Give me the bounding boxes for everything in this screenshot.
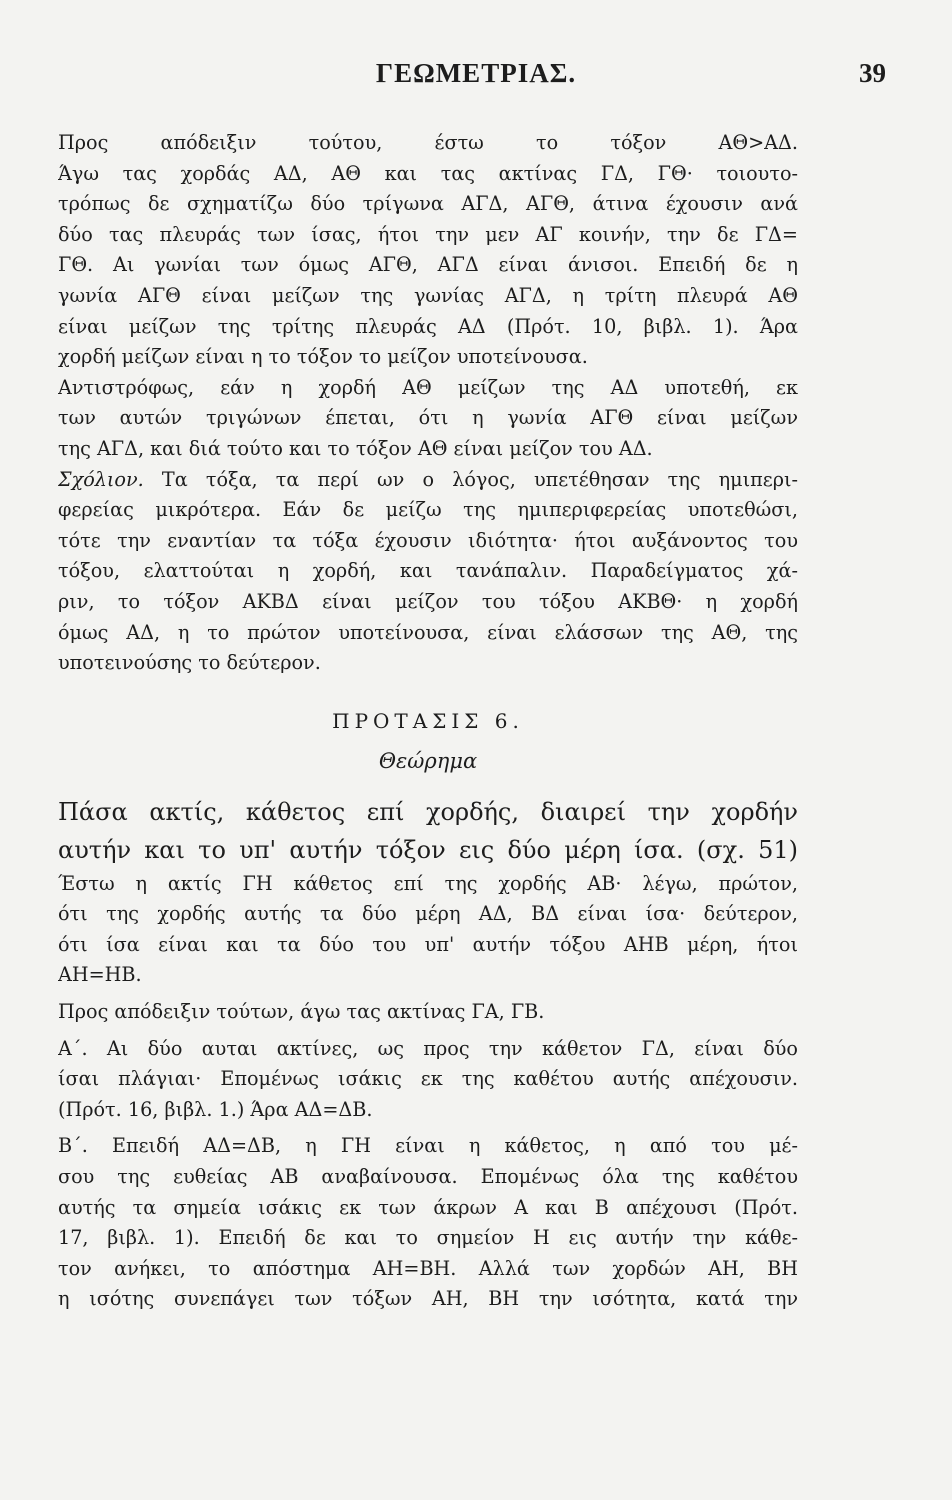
running-title: ΓΕΩΜΕΤΡΙΑΣ. xyxy=(375,58,577,88)
text-line: όμως ΑΔ, η το πρώτον υποτείνουσα, είναι ελάσσων της ΑΘ, της xyxy=(58,620,798,644)
body-text xyxy=(58,128,798,1315)
paragraph-converse xyxy=(58,373,798,465)
text-line: ότι ίσα είναι και τα δύο του υπ' αυτήν τόξου ΑΗΒ μέρη, ήτοι xyxy=(58,932,798,956)
paragraph-scholion xyxy=(58,465,798,679)
text-line xyxy=(58,465,798,496)
text-line: της ΑΓΔ, και διά τούτο και το τόξον ΑΘ είναι μείζον του ΑΔ. xyxy=(58,436,653,460)
text-line: φερείας μικρότερα. Εάν δε μείζω της ημιπεριφερείας υποτεθώσι, xyxy=(58,498,798,522)
paragraph-part-a xyxy=(58,1034,798,1126)
text-line: τρόπως δε σχηματίζω δύο τρίγωνα ΑΓΔ, ΑΓΘ, άτινα έχουσιν ανά xyxy=(58,192,798,216)
text-line: ΓΘ. Αι γωνίαι των όμως ΑΓΘ, ΑΓΔ είναι άνισοι. Επειδή δε η xyxy=(58,253,798,277)
text-line: ίσαι πλάγιαι· Επομένως ισάκις εκ της καθέτου αυτής απέχουσιν. xyxy=(58,1067,798,1091)
page-number: 39 xyxy=(859,58,886,88)
text-line: Προς απόδειξιν τούτου, έστω το τόξον ΑΘ>ΑΔ. xyxy=(58,131,798,154)
proposition-heading: ΠΡΟΤΑΣΙΣ 6. xyxy=(332,708,524,733)
text-line: αυτήν και το υπ' αυτήν τόξον εις δύο μέρη ίσα. (σχ. 51) xyxy=(58,835,798,864)
text-line: Άγω τας χορδάς ΑΔ, ΑΘ και τας ακτίνας ΓΔ, ΓΘ· τοιουτο- xyxy=(58,161,798,185)
text-line: δύο τας πλευράς των ίσας, ήτοι την μεν ΑΓ κοινήν, την δε ΓΔ= xyxy=(58,222,798,246)
page-header xyxy=(60,58,892,98)
text-line: Πάσα ακτίς, κάθετος επί χορδής, διαιρεί την χορδήν xyxy=(58,797,798,826)
text-line: 17, βιβλ. 1). Επειδή δε και το σημείον Η εις αυτήν την κάθε- xyxy=(58,1226,798,1250)
scholion-label: Σχόλιον. xyxy=(58,467,144,491)
text-line: (Πρότ. 16, βιβλ. 1.) Άρα ΑΔ=ΔΒ. xyxy=(58,1097,373,1121)
paragraph-construction xyxy=(58,997,798,1028)
text-line: των αυτών τριγώνων έπεται, ότι η γωνία ΑΓΘ είναι μείζων xyxy=(58,406,798,430)
proposition-subheading: Θεώρημα xyxy=(378,748,478,773)
text-line: ΑΗ=ΗΒ. xyxy=(58,963,142,987)
text-line: η ισότης συνεπάγει των τόξων ΑΗ, ΒΗ την ισότητα, κατά την xyxy=(58,1287,798,1311)
text-line: τότε την εναντίαν τα τόξα έχουσιν ιδιότητα· ήτοι αυξάνοντος του xyxy=(58,528,798,552)
paragraph-part-b xyxy=(58,1131,798,1315)
text-line: είναι μείζων της τρίτης πλευράς ΑΔ (Πρότ. 10, βιβλ. 1). Άρα xyxy=(58,314,798,338)
paragraph-proof-intro xyxy=(58,128,798,373)
text-line: Προς απόδειξιν τούτων, άγω τας ακτίνας ΓΑ, ΓΒ. xyxy=(58,1000,545,1024)
text-line: σου της ευθείας ΑΒ αναβαίνουσα. Επομένως όλα της καθέτου xyxy=(58,1165,798,1189)
text-line: ότι της χορδής αυτής τα δύο μέρη ΑΔ, ΒΔ είναι ίσα· δεύτερον, xyxy=(58,902,798,926)
text-line: τον ανήκει, το απόστημα ΑΗ=ΒΗ. Αλλά των χορδών ΑΗ, ΒΗ xyxy=(58,1256,798,1280)
scholion-text: Τα τόξα, τα περί ων ο λόγος, υπετέθησαν της ημιπερι- xyxy=(143,467,798,491)
text-line: υποτεινούσης το δεύτερον. xyxy=(58,651,321,675)
text-line: ριν, το τόξον ΑΚΒΔ είναι μείζον του τόξου ΑΚΒΘ· η χορδή xyxy=(58,589,798,613)
text-line: γωνία ΑΓΘ είναι μείζων της γωνίας ΑΓΔ, η τρίτη πλευρά ΑΘ xyxy=(58,283,798,307)
text-line: αυτής τα σημεία ισάκις εκ των άκρων Α και Β απέχουσι (Πρότ. xyxy=(58,1195,798,1219)
text-line: τόξου, ελαττούται η χορδή, και τανάπαλιν. Παραδείγματος χά- xyxy=(58,559,798,583)
paragraph-hypothesis xyxy=(58,869,798,991)
text-line: Αντιστρόφως, εάν η χορδή ΑΘ μείζων της ΑΔ υποτεθή, εκ xyxy=(58,375,798,399)
text-line: Α΄. Αι δύο αυται ακτίνες, ως προς την κάθετον ΓΔ, είναι δύο xyxy=(58,1036,798,1060)
text-line: Β΄. Επειδή ΑΔ=ΔΒ, η ΓΗ είναι η κάθετος, η από του μέ- xyxy=(58,1134,798,1158)
theorem-statement xyxy=(58,793,798,869)
text-line: Έστω η ακτίς ΓΗ κάθετος επί της χορδής ΑΒ· λέγω, πρώτον, xyxy=(58,871,798,895)
text-line: χορδή μείζων είναι η το τόξον το μείζον υποτείνουσα. xyxy=(58,345,588,369)
